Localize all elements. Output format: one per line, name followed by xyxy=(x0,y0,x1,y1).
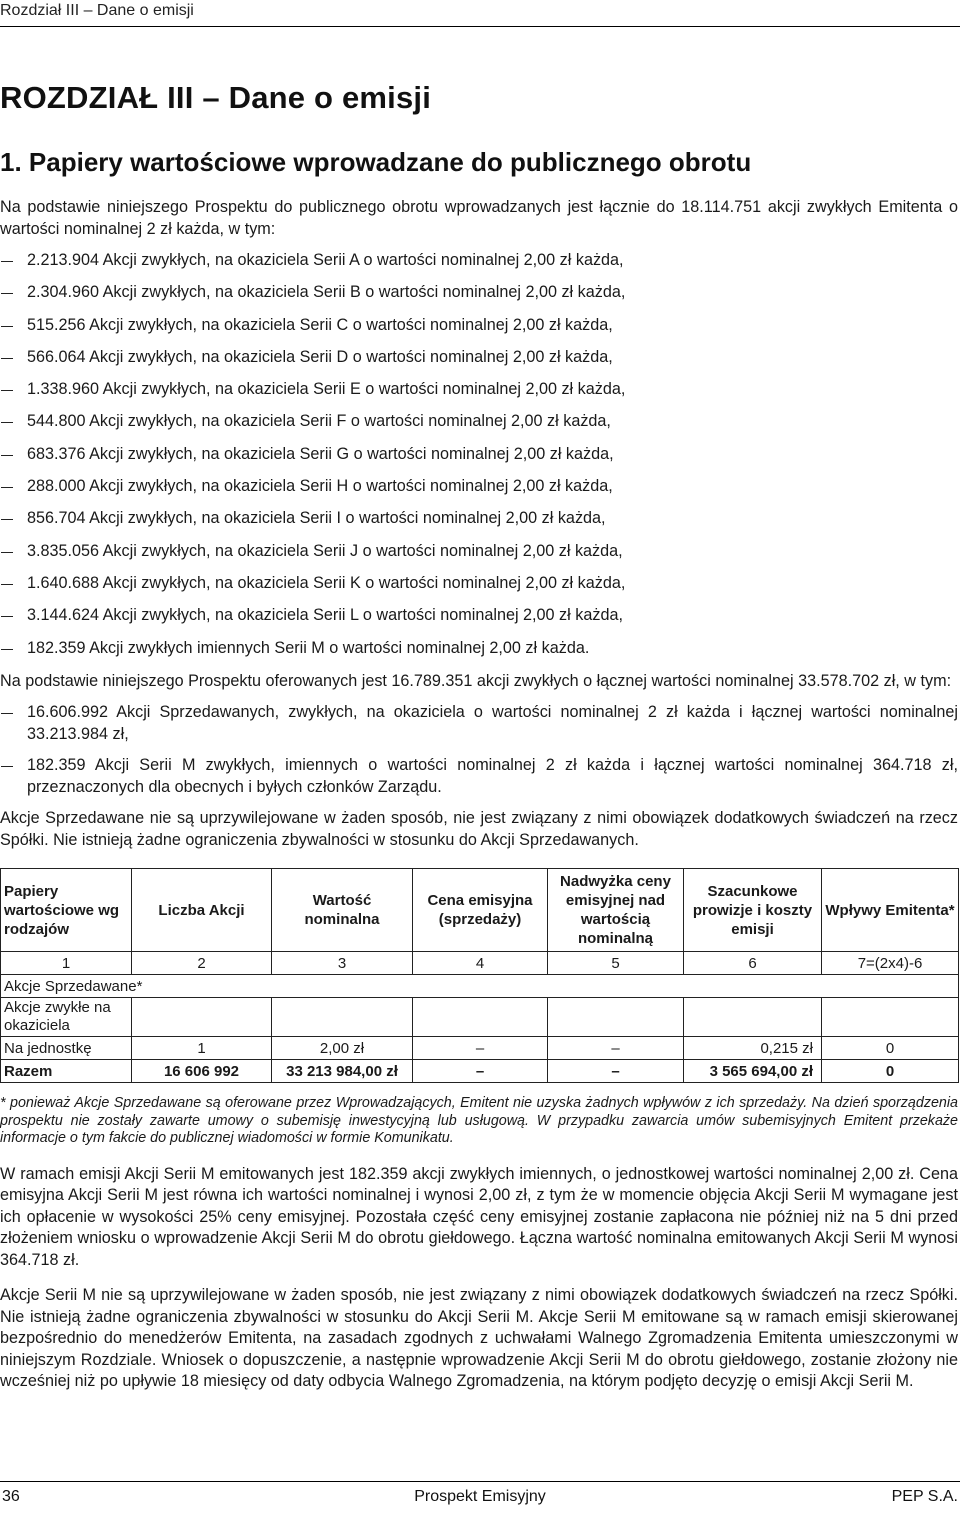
list-item: 856.704 Akcji zwykłych, na okaziciela Serii I o wartości nominalnej 2,00 zł każda, xyxy=(0,508,958,540)
series-list xyxy=(0,250,958,670)
list-item: 16.606.992 Akcji Sprzedawanych, zwykłych, na okaziciela o wartości nominalnej 2 zł każda i łącznej wartości nominalnej 33.213.984 zł, xyxy=(0,702,958,745)
footer-company-name: PEP S.A. xyxy=(891,1488,958,1505)
list-item: 1.338.960 Akcji zwykłych, na okaziciela Serii E o wartości nominalnej 2,00 zł każda, xyxy=(0,379,958,411)
table-cell: 6 xyxy=(684,952,822,975)
table-cell xyxy=(822,998,959,1037)
table-cell: 1 xyxy=(132,1037,272,1060)
table-cell xyxy=(548,998,684,1037)
section-title: 1. Papiery wartościowe wprowadzane do publicznego obrotu xyxy=(0,147,752,177)
intro-paragraph: Na podstawie niniejszego Prospektu do publicznego obrotu wprowadzanych jest łącznie do 18.114.751 akcji zwykłych Emitenta o wartości nominalnej 2 zł każda, w tym: xyxy=(0,198,958,238)
table-cell: 16 606 992 xyxy=(132,1060,272,1083)
list-item: 2.304.960 Akcji zwykłych, na okaziciela Serii B o wartości nominalnej 2,00 zł każda, xyxy=(0,282,958,314)
page-number: 36 xyxy=(2,1488,20,1505)
table-cell: 0,215 zł xyxy=(684,1037,822,1060)
table-cell: 1 xyxy=(1,952,132,975)
table-cell xyxy=(272,998,413,1037)
table-cell: 7=(2x4)-6 xyxy=(822,952,959,975)
series-m-paragraph: W ramach emisji Akcji Serii M emitowanych jest 182.359 akcji zwykłych imiennych, o jednostkowej wartości nominalnej 2,00 zł. Cena emisyjna Akcji Serii M jest równa ich wartości nominalnej i wynosi 2,00 zł, z tym że w momencie objęcia Akcji Serii M wymagane jest ich opłacenie w wysokości 25% ceny emisyjnej. Pozostała część ceny emisyjnej zostanie zapłacona nie później niż na 5 dni przed złożeniem wniosku o wprowadzenie Akcji Serii M do obrotu giełdowego. Łączna wartość nominalna emitowanych Akcji Serii M wynosi 364.718 zł. xyxy=(0,1164,958,1269)
list-item: 515.256 Akcji zwykłych, na okaziciela Serii C o wartości nominalnej 2,00 zł każda, xyxy=(0,315,958,347)
table-header-cell: Papiery wartościowe wg rodzajów xyxy=(1,869,132,952)
offer-intro-paragraph: Na podstawie niniejszego Prospektu oferowanych jest 16.789.351 akcji zwykłych o łącznej wartości nominalnej 33.578.702 zł, w tym: xyxy=(0,671,952,690)
table-cell xyxy=(132,998,272,1037)
table-row xyxy=(1,952,959,975)
table-header-cell: Wartość nominalna xyxy=(272,869,413,952)
table-cell: 2 xyxy=(132,952,272,975)
list-item: 2.213.904 Akcji zwykłych, na okaziciela Serii A o wartości nominalnej 2,00 zł każda, xyxy=(0,250,958,282)
series-m-rights-paragraph: Akcje Serii M nie są uprzywilejowane w żaden sposób, nie jest związany z nimi obowiązek dodatkowych świadczeń na rzecz Spółki. Nie istnieją żadne ograniczenia zbywalności w stosunku do Akcji Serii M. Akcje Serii M emitowane są w ramach emisji skierowanej bezpośrednio do menedżerów Emitenta, na zasadach zgodnych z uchwałami Walnego Zgromadzenia Emitenta umieszczonymi w niniejszym Rozdziale. Wniosek o dopuszczenie, a następnie wprowadzenie Akcji Serii M do obrotu giełdowego, zostanie złożony nie wcześniej niż po upływie 18 miesięcy od daty odbycia Walnego Zgromadzenia, na którym podjęto decyzję o emisji Akcji Serii M. xyxy=(0,1286,958,1391)
offer-list xyxy=(0,702,958,798)
chapter-title: ROZDZIAŁ III – Dane o emisji xyxy=(0,80,432,115)
running-header-title: Rozdział III – Dane o emisji xyxy=(0,2,194,19)
table-cell: Razem xyxy=(1,1060,132,1083)
table-header-cell: Liczba Akcji xyxy=(132,869,272,952)
footer-document-title: Prospekt Emisyjny xyxy=(414,1488,546,1505)
table-header-cell: Cena emisyjna (sprzedaży) xyxy=(413,869,548,952)
table-cell: 2,00 zł xyxy=(272,1037,413,1060)
list-item: 182.359 Akcji Serii M zwykłych, imiennych o wartości nominalnej 2 zł każda i łącznej wartości nominalnej 364.718 zł, przeznaczonych dla obecnych i byłych członków Zarządu. xyxy=(0,755,958,798)
list-item: 288.000 Akcji zwykłych, na okaziciela Serii H o wartości nominalnej 2,00 zł każda, xyxy=(0,476,958,508)
table-row xyxy=(1,1060,959,1083)
list-item: 566.064 Akcji zwykłych, na okaziciela Serii D o wartości nominalnej 2,00 zł każda, xyxy=(0,347,958,379)
table-row xyxy=(1,1037,959,1060)
table-cell: Akcje Sprzedawane* xyxy=(1,975,959,998)
sale-note-paragraph: Akcje Sprzedawane nie są uprzywilejowane w żaden sposób, nie jest związany z nimi obowiązek dodatkowych świadczeń na rzecz Spółki. Nie istnieją żadne ograniczenia zbywalności w stosunku do Akcji Sprzedawanych. xyxy=(0,809,958,849)
table-row xyxy=(1,975,959,998)
running-header xyxy=(0,0,960,27)
table-cell: 5 xyxy=(548,952,684,975)
table-cell: Akcje zwykłe na okaziciela xyxy=(1,998,132,1037)
list-item: 182.359 Akcji zwykłych imiennych Serii M o wartości nominalnej 2,00 zł każda. xyxy=(0,638,958,670)
table-cell: 3 565 694,00 zł xyxy=(684,1060,822,1083)
table-header-cell: Szacunkowe prowizje i koszty emisji xyxy=(684,869,822,952)
table-cell: 0 xyxy=(822,1037,959,1060)
table-cell: – xyxy=(413,1037,548,1060)
table-header-row xyxy=(1,869,959,952)
list-item: 3.835.056 Akcji zwykłych, na okaziciela Serii J o wartości nominalnej 2,00 zł każda, xyxy=(0,541,958,573)
table-cell: – xyxy=(413,1060,548,1083)
table-cell: – xyxy=(548,1060,684,1083)
main-content xyxy=(0,197,958,1393)
table-cell xyxy=(684,998,822,1037)
table-footnote: * ponieważ Akcje Sprzedawane są oferowane przez Wprowadzających, Emitent nie uzyska żadnych wpływów z ich sprzedaży. Na dzień sporządzenia prospektu nie zostały zawarte umowy o subemisję inwestycyjną lub usługową. W przypadku zawarcia umów subemisyjnych Emitent przekaże informacje o tym fakcie do publicznej wiadomości w formie Komunikatu. xyxy=(0,1095,958,1147)
table-cell: – xyxy=(548,1037,684,1060)
table-cell: Na jednostkę xyxy=(1,1037,132,1060)
running-footer xyxy=(0,1481,960,1512)
list-item: 544.800 Akcji zwykłych, na okaziciela Serii F o wartości nominalnej 2,00 zł każda, xyxy=(0,411,958,443)
table-cell: 33 213 984,00 zł xyxy=(272,1060,413,1083)
table-cell: 0 xyxy=(822,1060,959,1083)
table-cell xyxy=(413,998,548,1037)
table-cell: 3 xyxy=(272,952,413,975)
table-header-cell: Wpływy Emitenta* xyxy=(822,869,959,952)
list-item: 683.376 Akcji zwykłych, na okaziciela Serii G o wartości nominalnej 2,00 zł każda, xyxy=(0,444,958,476)
table-cell: 4 xyxy=(413,952,548,975)
table-header-cell: Nadwyżka ceny emisyjnej nad wartością nominalną xyxy=(548,869,684,952)
table-row xyxy=(1,998,959,1037)
list-item: 1.640.688 Akcji zwykłych, na okaziciela Serii K o wartości nominalnej 2,00 zł każda, xyxy=(0,573,958,605)
list-item: 3.144.624 Akcji zwykłych, na okaziciela Serii L o wartości nominalnej 2,00 zł każda, xyxy=(0,605,958,637)
emission-table xyxy=(0,868,959,1083)
